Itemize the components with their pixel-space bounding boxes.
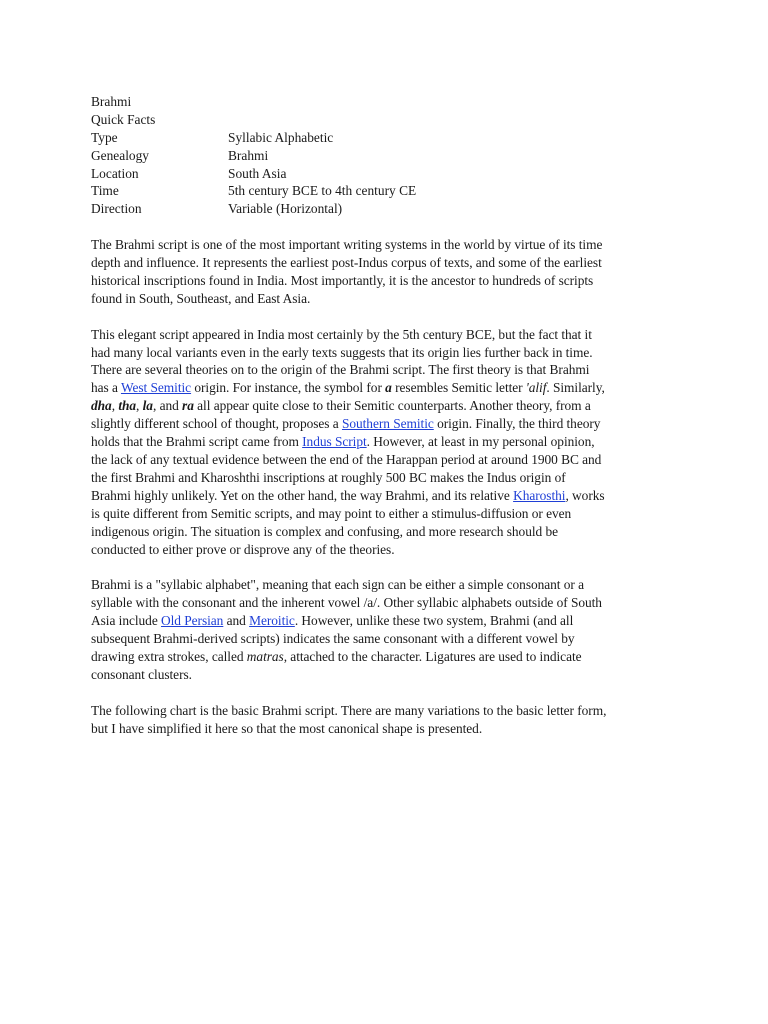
text-line <box>91 379 711 397</box>
letter-tha: tha <box>118 398 137 414</box>
facts-row-location <box>91 165 711 183</box>
quick-facts-heading: Quick Facts <box>91 111 156 127</box>
text-line: is quite different from Semitic scripts, and may point to either a stimulus-diffusion or even <box>91 505 572 521</box>
text-fragment: drawing extra strokes, called <box>91 648 247 664</box>
text-line: There are several theories on to the origin of the Brahmi script. The first theory is that Brahmi <box>91 362 590 378</box>
text-fragment: holds that the Brahmi script came from <box>91 434 303 450</box>
text-line <box>91 415 711 433</box>
text-line: subsequent Brahmi-derived scripts) indicates the same consonant with a different vowel by <box>91 631 575 647</box>
facts-label: Time <box>91 183 119 199</box>
paragraph-origins <box>91 326 711 559</box>
text-line: the lack of any textual evidence between the end of the Harappan period at around 1900 BC and <box>91 452 602 468</box>
indus-script-link[interactable]: Indus Script <box>302 434 367 450</box>
spacer <box>91 218 711 236</box>
text-fragment: origin. For instance, the symbol for <box>191 380 386 396</box>
letter-ra: ra <box>182 398 194 414</box>
facts-value: 5th century BCE to 4th century CE <box>228 183 417 199</box>
term-matras: matras <box>246 648 284 664</box>
old-persian-link[interactable]: Old Persian <box>161 613 224 629</box>
kharosthi-link[interactable]: Kharosthi <box>513 487 566 503</box>
text-line <box>91 433 711 451</box>
text-fragment: Brahmi highly unlikely. Yet on the other hand, the way Brahmi, and its relative <box>91 487 514 503</box>
text-line: syllable with the consonant and the inherent vowel /a/. Other syllabic alphabets outside of South <box>91 595 602 611</box>
west-semitic-link[interactable]: West Semitic <box>120 380 192 396</box>
facts-value: Variable (Horizontal) <box>228 201 343 217</box>
text-fragment: . However, unlike these two system, Brahmi (and all <box>294 613 574 629</box>
text-line: but I have simplified it here so that the most canonical shape is presented. <box>91 720 483 736</box>
text-line: the first Brahmi and Kharoshthi inscriptions at roughly 500 BC makes the Indus origin of <box>91 469 566 485</box>
text-line: consonant clusters. <box>91 666 192 682</box>
facts-value: Brahmi <box>228 147 269 163</box>
text-line: indigenous origin. The situation is complex and confusing, and more research should be <box>91 523 559 539</box>
text-line: found in South, Southeast, and East Asia. <box>91 290 311 306</box>
text-line: The following chart is the basic Brahmi script. There are many variations to the basic letter form, <box>91 702 607 718</box>
facts-row-genealogy <box>91 147 711 165</box>
letter-dha: dha <box>91 398 112 414</box>
text-fragment: and <box>223 613 250 629</box>
paragraph-syllabic-alphabet <box>91 576 711 683</box>
facts-label: Location <box>91 165 139 181</box>
southern-semitic-link[interactable]: Southern Semitic <box>341 416 434 432</box>
text-fragment: has a <box>91 380 121 396</box>
text-line <box>91 397 711 415</box>
text-fragment: , attached to the character. Ligatures are used to indicate <box>283 648 582 664</box>
text-fragment: , <box>136 398 143 414</box>
paragraph-chart-intro <box>91 702 711 738</box>
document-title: Brahmi <box>91 94 132 109</box>
quick-facts-table <box>91 129 711 218</box>
text-fragment: , works <box>565 487 605 503</box>
text-line <box>91 648 711 666</box>
facts-value: South Asia <box>228 165 287 181</box>
text-fragment: slightly different school of thought, proposes a <box>91 416 342 432</box>
text-line: historical inscriptions found in India. Most importantly, it is the ancestor to hundreds of scripts <box>91 272 594 288</box>
facts-label: Type <box>91 129 118 145</box>
text-fragment: Asia include <box>91 613 162 629</box>
text-fragment: all appear quite close to their Semitic counterparts. Another theory, from a <box>193 398 591 414</box>
text-line: The Brahmi script is one of the most important writing systems in the world by virtue of its time <box>91 237 603 253</box>
text-line <box>91 612 711 630</box>
letter-alif: 'alif <box>525 380 547 396</box>
text-fragment: , <box>111 398 119 414</box>
meroitic-link[interactable]: Meroitic <box>249 613 295 629</box>
facts-row-time <box>91 182 711 200</box>
paragraph-intro <box>91 236 711 308</box>
text-line: conducted to either prove or disprove any of the theories. <box>91 541 395 557</box>
facts-row-direction <box>91 200 711 218</box>
text-fragment: . However, at least in my personal opinion, <box>366 434 595 450</box>
facts-label: Genealogy <box>91 147 150 163</box>
text-line: This elegant script appeared in India most certainly by the 5th century BCE, but the fact that it <box>91 326 592 342</box>
facts-value: Syllabic Alphabetic <box>228 129 334 145</box>
text-fragment: . Similarly, <box>546 380 605 396</box>
letter-la: la <box>142 398 153 414</box>
document-page <box>91 93 711 755</box>
text-fragment: resembles Semitic letter <box>391 380 526 396</box>
text-fragment: , and <box>152 398 183 414</box>
facts-label: Direction <box>91 201 142 217</box>
text-fragment: origin. Finally, the third theory <box>433 416 601 432</box>
text-line: had many local variants even in the early texts suggests that its origin lies further back in time. <box>91 344 593 360</box>
letter-a: a <box>385 380 392 396</box>
facts-row-type <box>91 129 711 147</box>
text-line <box>91 487 711 505</box>
text-line: depth and influence. It represents the earliest post-Indus corpus of texts, and some of the earliest <box>91 255 602 271</box>
text-line: Brahmi is a "syllabic alphabet", meaning that each sign can be either a simple consonant or a <box>91 577 585 593</box>
